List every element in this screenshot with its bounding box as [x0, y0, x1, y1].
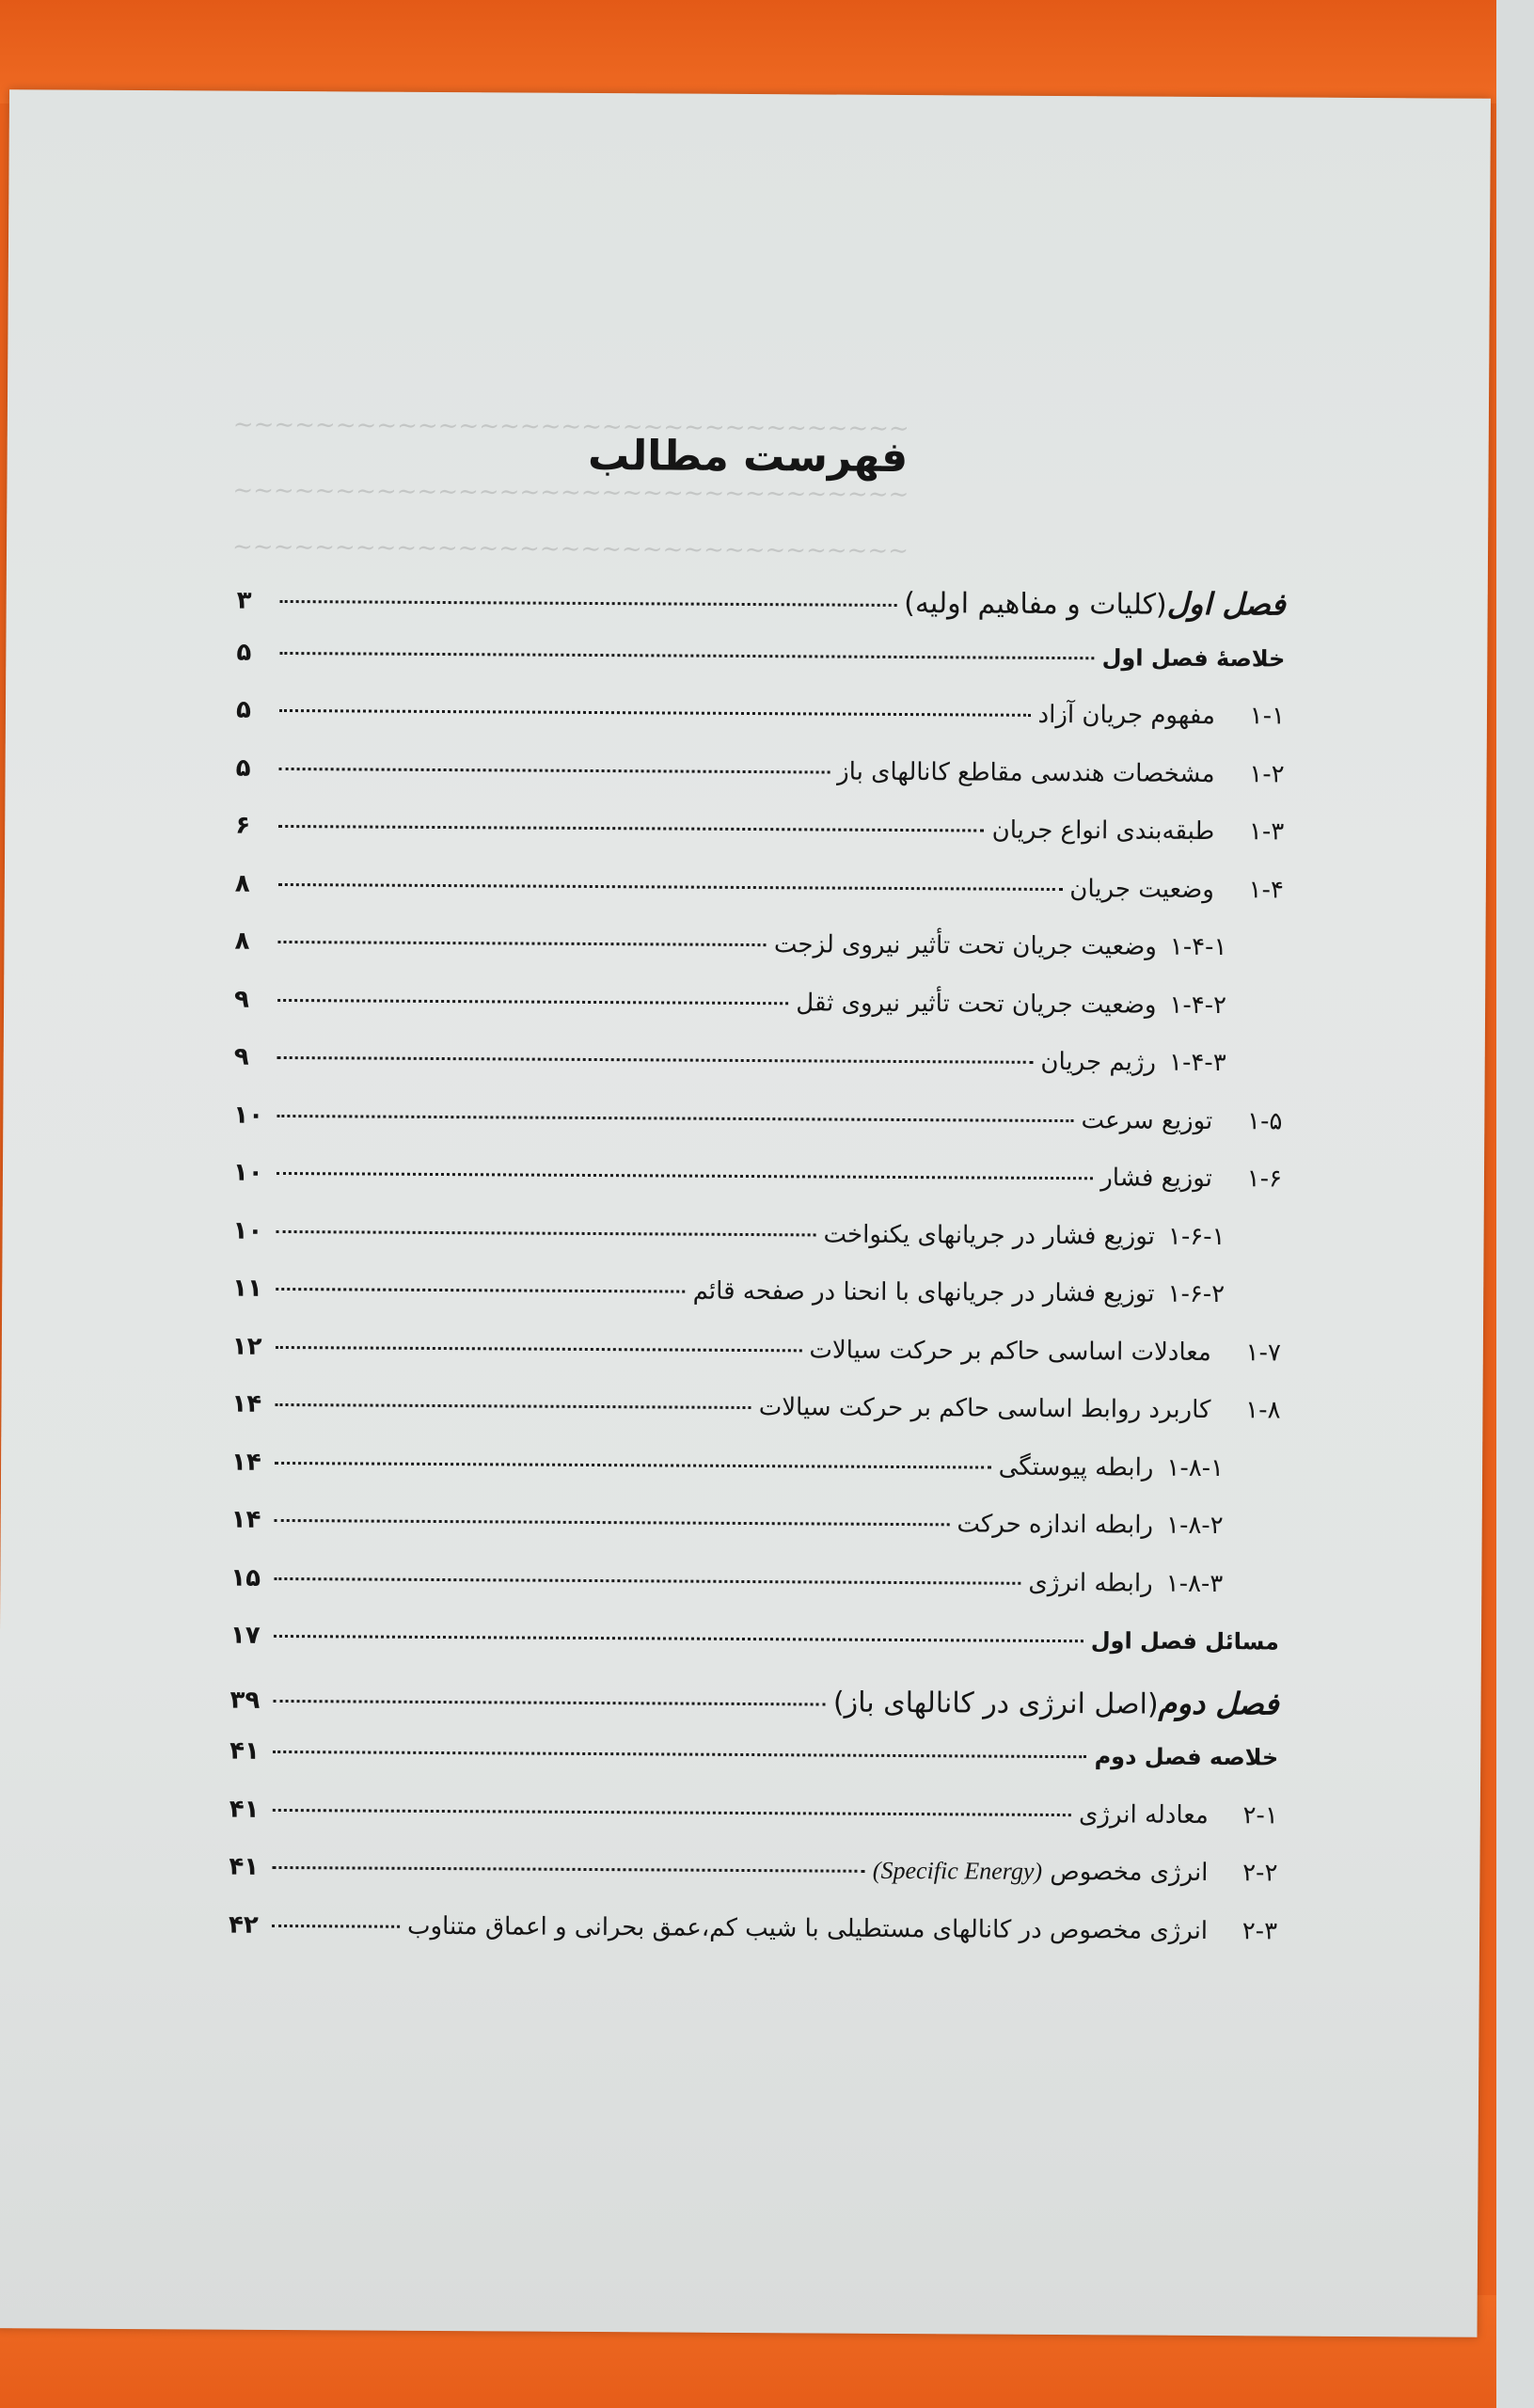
section-title [837, 757, 1215, 787]
section-number: ۱-۸ [1245, 1396, 1281, 1425]
section-title-text: توزیع سرعت [1081, 1105, 1213, 1135]
toc-entry [229, 1795, 1278, 1859]
section-title [1028, 1568, 1152, 1597]
next-page-edge [1496, 0, 1534, 2408]
section-number: ۱-۷ [1245, 1338, 1281, 1367]
section-heading: خلاصهٔ فصل اول [1101, 643, 1286, 672]
dot-leader [278, 882, 1063, 890]
toc-entry [229, 1910, 1277, 1974]
dot-leader [277, 941, 766, 946]
toc-entry [232, 1216, 1281, 1280]
dot-leader [274, 1576, 1020, 1584]
section-title-text: معادله انرژی [1078, 1799, 1209, 1830]
toc-entry [231, 1448, 1280, 1512]
section-title [1040, 1048, 1156, 1077]
section-number: ۲-۲ [1242, 1859, 1278, 1888]
toc-entry [236, 580, 1285, 644]
dot-leader [279, 651, 1094, 658]
dot-leader [277, 1114, 1073, 1121]
dot-leader [277, 998, 788, 1004]
section-title [693, 1277, 1155, 1308]
section-number: ۱-۶-۱ [1167, 1222, 1226, 1251]
page-number: ۵ [235, 753, 251, 783]
section-title-text: توزیع فشار [1100, 1164, 1213, 1194]
section-number: ۱-۸-۲ [1165, 1511, 1224, 1541]
chapter-title [904, 584, 1286, 622]
section-title [992, 816, 1215, 846]
dot-leader [275, 1519, 950, 1526]
section-title [1038, 701, 1216, 730]
toc-entry [235, 812, 1284, 876]
section-title-text: معادلات اساسی حاکم بر حرکت سیالات [809, 1335, 1211, 1367]
section-title-text: وضعیت جریان تحت تأثیر نیروی ثقل [796, 988, 1157, 1020]
section-title [407, 1911, 1208, 1944]
page-number: ۱۰ [232, 1158, 263, 1187]
chapter-subtitle: (کلیات و مفاهیم اولیه) [904, 587, 1167, 622]
section-number: ۱-۶ [1246, 1164, 1283, 1194]
dot-leader [278, 825, 984, 832]
show-through-texture: ~~~~~~~~~~~~~~~~~~~~~~~~~~~~~~~~~ [232, 476, 909, 510]
section-title [873, 1857, 1209, 1887]
section-title [823, 1220, 1155, 1250]
page-number: ۸ [234, 869, 250, 898]
dot-leader [272, 1924, 400, 1927]
toc-entry [232, 1275, 1281, 1339]
section-heading: خلاصه فصل دوم [1094, 1743, 1279, 1771]
page-number: ۵ [235, 695, 251, 724]
toc-entry [234, 927, 1283, 991]
toc-entry [230, 1563, 1279, 1627]
dot-leader [277, 1229, 816, 1236]
section-title-text: انرژی مخصوص در کانالهای مستطیلی با شیب کم،عمق بحرانی و اعماق متناوب [406, 1911, 1209, 1945]
dot-leader [276, 1288, 685, 1293]
page-number: ۹ [233, 1042, 249, 1071]
section-number: ۱-۸-۱ [1166, 1453, 1225, 1482]
toc-entry [233, 1159, 1282, 1223]
dot-leader [277, 1056, 1034, 1064]
section-number: ۱-۳ [1248, 817, 1285, 847]
section-title-text: وضعیت جریان [1069, 874, 1214, 904]
section-title [809, 1336, 1211, 1367]
section-number: ۱-۲ [1249, 759, 1285, 788]
toc-entry [236, 638, 1285, 702]
toc-entry [230, 1506, 1279, 1570]
chapter-name: فصل اول [1166, 585, 1286, 623]
page-number: ۴۱ [229, 1852, 260, 1881]
section-title [759, 1393, 1211, 1424]
section-title [1069, 875, 1214, 904]
section-title [796, 989, 1156, 1019]
page-number: ۳۹ [229, 1686, 261, 1715]
section-number: ۱-۴-۲ [1169, 990, 1227, 1020]
page-number: ۱۰ [233, 1101, 264, 1130]
toc-entry [231, 1390, 1280, 1454]
section-number: ۲-۱ [1242, 1800, 1278, 1830]
page-number: ۹ [234, 985, 250, 1014]
page-number: ۱۴ [231, 1389, 262, 1418]
chapter-subtitle: (اصل انرژی در کانالهای باز) [832, 1686, 1159, 1721]
page-number: ۴۱ [229, 1795, 260, 1824]
page-number: ۱۰ [232, 1216, 263, 1245]
section-title-text: طبقه‌بندی انواع جریان [991, 816, 1215, 847]
dot-leader [272, 1866, 864, 1873]
section-title-text: وضعیت جریان تحت تأثیر نیروی لزجت [773, 930, 1157, 961]
dot-leader [273, 1808, 1071, 1815]
toc-entry [232, 1332, 1281, 1396]
book-page [0, 89, 1491, 2337]
page-number: ۴۱ [229, 1736, 261, 1766]
dot-leader [279, 767, 830, 773]
show-through-texture: ~~~~~~~~~~~~~~~~~~~~~~~~~~~~~~~~~ [231, 532, 909, 566]
page-title: فهرست مطالب [587, 431, 909, 483]
show-through-texture: ~~~~~~~~~~~~~~~~~~~~~~~~~~~~~~~~~ [232, 410, 909, 444]
page-number: ۱۴ [230, 1505, 261, 1534]
dot-leader [280, 600, 897, 607]
page-number: ۴۲ [229, 1910, 259, 1940]
toc-entry [229, 1679, 1278, 1743]
toc-entry [235, 869, 1284, 933]
orange-background-top [0, 0, 1534, 103]
page-number: ۱۴ [231, 1448, 261, 1477]
page-number: ۱۲ [231, 1332, 262, 1361]
section-number: ۱-۴-۳ [1168, 1048, 1226, 1078]
page-number: ۱۱ [232, 1274, 263, 1303]
section-number: ۱-۶-۲ [1167, 1279, 1226, 1309]
section-title [774, 930, 1157, 960]
section-title-text: توزیع فشار در جریانهای با انحنا در صفحه قائم [692, 1276, 1155, 1308]
section-number: ۱-۸-۳ [1165, 1569, 1224, 1598]
toc-entry [235, 753, 1284, 817]
section-number: ۲-۳ [1241, 1916, 1278, 1945]
section-title-text: رابطه انرژی [1028, 1568, 1153, 1598]
table-of-contents [229, 580, 1286, 1975]
toc-entry [229, 1737, 1278, 1801]
section-title [1082, 1106, 1213, 1135]
toc-entry [229, 1853, 1277, 1917]
section-title [1100, 1164, 1212, 1193]
chapter-title [833, 1683, 1279, 1721]
section-number: ۱-۱ [1249, 702, 1286, 731]
section-title-text: مفهوم جریان آزاد [1037, 700, 1216, 731]
section-heading: مسائل فصل اول [1090, 1627, 1280, 1656]
section-title-text: رابطه اندازه حرکت [957, 1510, 1154, 1540]
section-number: ۱-۴ [1248, 875, 1284, 904]
toc-entry [233, 1101, 1282, 1164]
section-title-text: رابطه پیوستگی [998, 1452, 1154, 1482]
section-title-text: مشخصات هندسی مقاطع کانالهای باز [837, 757, 1215, 788]
section-number: ۱-۴-۱ [1169, 932, 1227, 962]
toc-entry [233, 1043, 1282, 1107]
section-title-text: توزیع فشار در جریانهای یکنواخت [823, 1219, 1156, 1251]
page-number: ۸ [234, 927, 250, 956]
chapter-name: فصل دوم [1158, 1685, 1279, 1721]
dot-leader [275, 1461, 991, 1468]
dot-leader [276, 1345, 802, 1351]
section-title-text: انرژی مخصوص [1050, 1857, 1209, 1888]
section-title [1079, 1800, 1209, 1830]
section-title-text: کاربرد روابط اساسی حاکم بر حرکت سیالات [758, 1393, 1211, 1425]
page-number: ۵ [236, 638, 252, 667]
section-title-text: رژیم جریان [1040, 1047, 1157, 1077]
dot-leader [273, 1751, 1086, 1758]
section-number: ۱-۵ [1246, 1106, 1283, 1135]
page-number: ۶ [235, 811, 251, 840]
toc-entry [236, 696, 1285, 760]
dot-leader [279, 709, 1031, 717]
dot-leader [277, 1172, 1093, 1180]
page-number: ۱۵ [230, 1563, 261, 1592]
section-title [999, 1452, 1154, 1481]
section-title [957, 1510, 1153, 1539]
dot-leader [274, 1635, 1083, 1642]
page-number: ۳ [236, 586, 252, 615]
page-number: ۱۷ [229, 1621, 261, 1650]
toc-entry [230, 1622, 1279, 1686]
toc-entry [234, 985, 1283, 1049]
section-title-english: (Specific Energy) [872, 1856, 1043, 1885]
dot-leader [275, 1403, 751, 1409]
dot-leader [274, 1699, 826, 1705]
